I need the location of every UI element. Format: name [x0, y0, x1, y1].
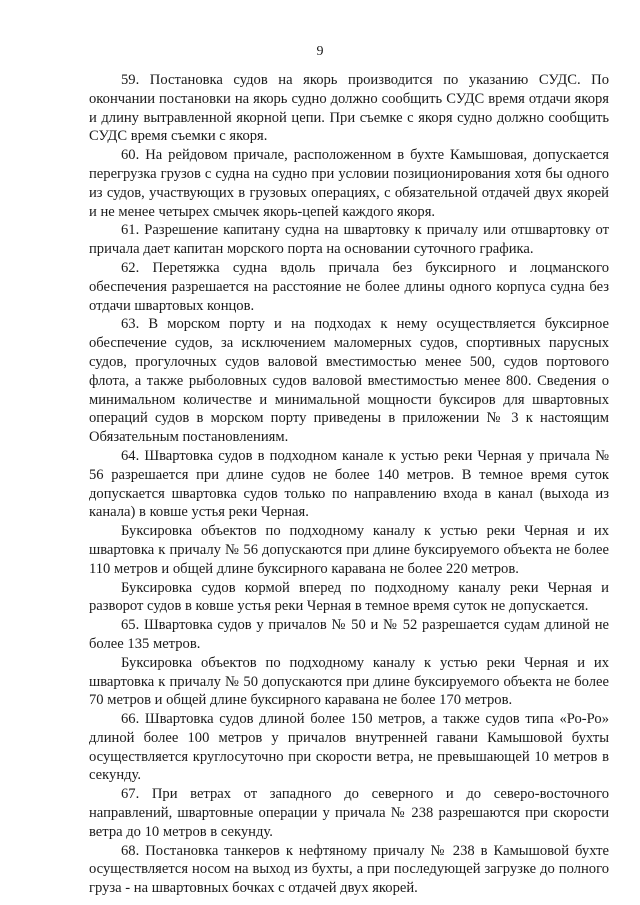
paragraph-63: 63. В морском порту и на подходах к нему осуществляется буксирное обеспечение судов, за исключением маломерных судов, спортивных парусных судов, прогулочных судов валовой вместимостью менее 500, судов портового флота, а также рыболовных судов валовой вместимостью менее 800. Сведения о минимальном количестве и минимальной мощности буксиров для швартовных операций судов в морском порту приведены в приложении № 3 к настоящим Обязательным постановлениям. — [89, 316, 609, 446]
paragraph-65: 65. Швартовка судов у причалов № 50 и № 52 разрешается судам длиной не более 135 метров. — [89, 617, 609, 652]
paragraph-61: 61. Разрешение капитану судна на швартовку к причалу или отшвартовку от причала дает капитан морского порта на основании суточного графика. — [89, 222, 609, 258]
paragraph-64-stern-towing: Буксировка судов кормой вперед по подходному каналу реки Черная и разворот судов в ковше устья реки Черная в темное время суток не допускается. — [89, 579, 609, 615]
page-number: 9 — [316, 44, 324, 59]
paragraph-62: 62. Перетяжка судна вдоль причала без буксирного и лоцманского обеспечения разрешается на расстояние не более длины одного корпуса судна без отдачи швартовых концов. — [89, 259, 609, 314]
paragraph-65-towing: Буксировка объектов по подходному каналу к устью реки Черная и их швартовка к причалу № 50 допускаются при длине буксируемого объекта не более 70 метров и общей длине буксирного каравана не более 170 метров. — [89, 654, 609, 709]
paragraph-64: 64. Швартовка судов в подходном канале к устью реки Черная у причала № 56 разрешается при длине судов не более 140 метров. В темное время суток допускается швартовка судов только по направлению входа в канал (выхода из канала) в ковше устья реки Черная. — [89, 447, 609, 521]
paragraph-59: 59. Постановка судов на якорь производится по указанию СУДС. По окончании постановки на якорь судно должно сообщить СУДС время отдачи якоря и длину вытравленной якорной цепи. При съемке с якоря судно должно сообщить СУДС время съемки с якоря. — [89, 72, 609, 145]
paragraph-67: 67. При ветрах от западного до северного и до северо-восточного направлений, швартовные операции у причала № 238 разрешаются при скорости ветра до 10 метров в секунду. — [89, 786, 609, 840]
paragraph-68: 68. Постановка танкеров к нефтяному причалу № 238 в Камышовой бухте осуществляется носом на выход из бухты, а при последующей загрузке до полного груза - на швартовных бочках с отдачей двух якорей. — [89, 842, 609, 897]
paragraph-66: 66. Швартовка судов длиной более 150 метров, а также судов типа «Ро-Ро» длиной более 100 метров у причалов внутренней гавани Камышовой бухты осуществляется круглосуточно при скорости ветра, не превышающей 10 метров в секунду. — [89, 711, 609, 784]
paragraph-64-towing: Буксировка объектов по подходному каналу к устью реки Черная и их швартовка к причалу № 56 допускаются при длине буксируемого объекта не более 110 метров и общей длине буксирного каравана не более 220 метров. — [89, 523, 609, 577]
paragraph-60: 60. На рейдовом причале, расположенном в бухте Камышовая, допускается перегрузка грузов с судна на судно при условии позиционирования хотя бы одного из судов, участвующих в грузовых операциях, с обязательной отдачей двух якорей и не менее четырех смычек якорь-цепей каждого якоря. — [89, 147, 609, 220]
document-body — [89, 71, 609, 898]
